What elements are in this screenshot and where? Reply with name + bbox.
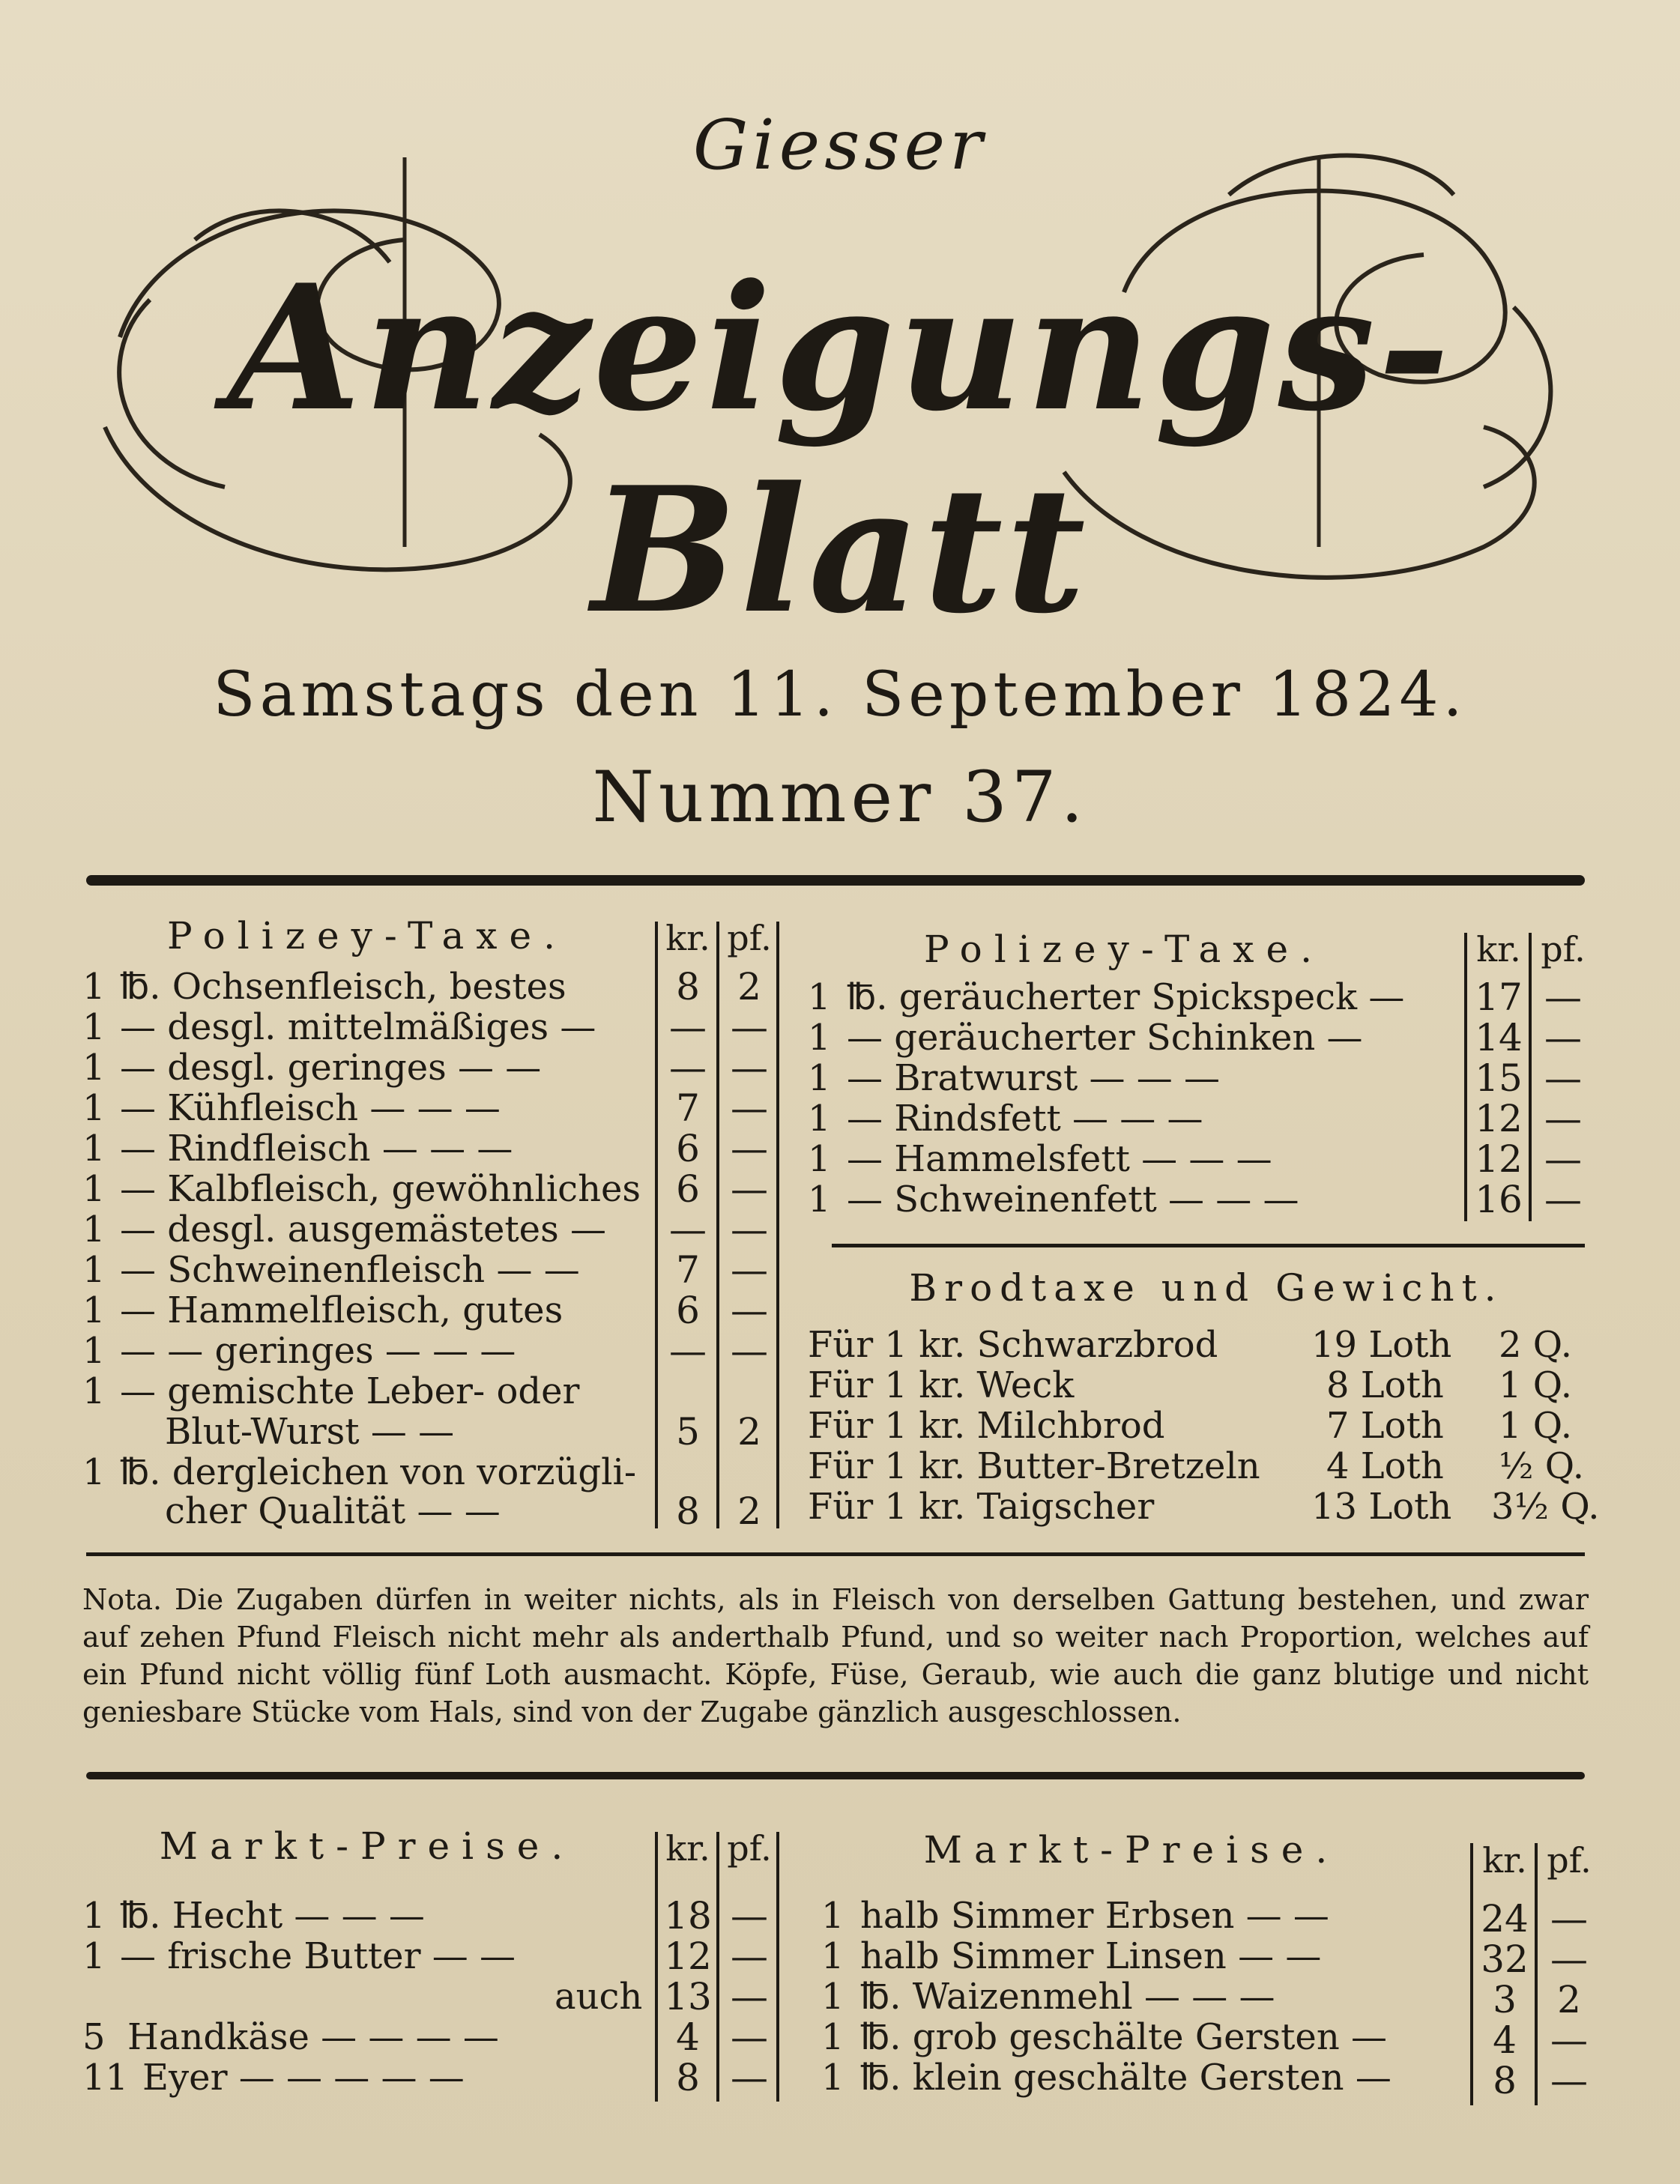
polizey-left-item: — desgl. geringes — — [120, 1047, 542, 1089]
polizey-right-item: ℔. geräucherter Spickspeck — [847, 976, 1405, 1018]
polizey-left-qty: 1 [82, 1330, 106, 1372]
polizey-left-qty: 1 [82, 1209, 106, 1250]
polizey-right-title: Polizey-Taxe. [924, 928, 1324, 971]
polizey-left-item: — Kühfleisch — — — [120, 1087, 501, 1129]
markt-left-pf: — [731, 1894, 768, 1938]
markt-right-kr: 3 [1493, 1978, 1517, 2021]
markt-left-pf-header: pf. [727, 1828, 772, 1869]
polizey-right-kr: 15 [1475, 1056, 1523, 1100]
polizey-left-pf: 2 [737, 965, 761, 1008]
polizey-left-pf: 2 [737, 1410, 761, 1454]
polizey-left-pf-header: pf. [727, 918, 772, 958]
polizey-left-kr: — [669, 1005, 707, 1049]
markt-left-qty: 11 [82, 2057, 129, 2099]
markt-left-kr: 8 [676, 2056, 700, 2099]
polizey-right-pf: — [1544, 1137, 1582, 1181]
polizey-left-qty: 1 [82, 1370, 106, 1412]
markt-left-item: auch [555, 1976, 643, 2018]
polizey-right-pf: — [1544, 1016, 1582, 1059]
markt-right-item: ℔. klein geschälte Gersten — [860, 2057, 1392, 2099]
polizey-right-kr: 12 [1475, 1097, 1523, 1140]
markt-right-kr: 32 [1481, 1938, 1529, 1981]
polizey-right-kr-header: kr. [1476, 929, 1521, 970]
markt-right-item: halb Simmer Linsen — — [860, 1935, 1322, 1977]
polizey-left-item: — gemischte Leber- oder [120, 1370, 580, 1412]
polizey-left-qty: 1 [82, 1168, 106, 1210]
polizey-left-kr: 6 [676, 1289, 700, 1332]
markt-left-qty: 1 [82, 1935, 106, 1977]
polizey-left-item: — Rindfleisch — — — [120, 1128, 513, 1170]
polizey-left-item: — Schweinenfleisch — — [120, 1249, 580, 1291]
polizey-right-pf: — [1544, 1178, 1582, 1221]
issue-date: Samstags den 11. September 1824. [213, 659, 1467, 730]
polizey-left-pf: 2 [737, 1489, 761, 1533]
polizey-left-kr: 5 [676, 1410, 700, 1454]
nota-paragraph: Nota. Die Zugaben dürfen in weiter nichts, als in Fleisch von derselben Gattung bestehen, und zwar auf zehen Pfund Fleisch nicht mehr als anderthalb Pfund, und so weiter nach Proportion, welches auf ein Pfund nicht völlig fünf Loth ausmacht. Köpfe, Füse, Geraub, wie auch die ganz blutige und nicht geniesbare Stücke vom Hals, sind von der Zugabe gänzlich ausgeschlossen. [82, 1583, 1589, 1728]
markt-right-kr: 8 [1493, 2059, 1517, 2102]
polizey-left-kr [658, 1452, 718, 1492]
polizey-left-pf [719, 1371, 779, 1412]
markt-right-qty: 1 [821, 1935, 844, 1977]
polizey-left-kr-header: kr. [665, 918, 710, 958]
polizey-left-item: — Kalbfleisch, gewöhnliches [120, 1168, 641, 1210]
polizey-left-item: — Hammelfleisch, gutes [120, 1289, 563, 1331]
polizey-left-item: Blut-Wurst — — [165, 1411, 455, 1453]
polizey-left-pf: — [731, 1046, 768, 1089]
markt-right-item: ℔. Waizenmehl — — — [860, 1976, 1275, 2018]
markt-left-kr: 18 [664, 1894, 712, 1938]
markt-right-qty: 1 [821, 2016, 844, 2058]
brodtaxe-loth: 13 Loth [1311, 1486, 1452, 1528]
markt-right-qty: 1 [821, 1976, 844, 2018]
polizey-left-kr: 6 [676, 1167, 700, 1211]
markt-right-qty: 1 [821, 1895, 844, 1937]
brodtaxe-item: Für 1 kr. Milchbrod [808, 1405, 1165, 1447]
markt-right-kr: 24 [1481, 1897, 1529, 1941]
polizey-left-qty: 1 [82, 1289, 106, 1331]
polizey-left-pf: — [731, 1208, 768, 1251]
markt-left-pf: — [731, 1935, 768, 1978]
brodtaxe-quentchen: 3½ Q. [1491, 1486, 1600, 1528]
polizey-right-qty: 1 [808, 1057, 831, 1099]
polizey-left-item: ℔. dergleichen von vorzügli- [120, 1451, 637, 1493]
polizey-left-kr: 8 [676, 1489, 700, 1533]
polizey-left-qty: 1 [82, 1047, 106, 1089]
markt-right-pf: — [1550, 1897, 1588, 1941]
markt-left-pf: — [731, 1975, 768, 2018]
polizey-right-pf-header: pf. [1541, 929, 1586, 970]
markt-right-qty: 1 [821, 2057, 844, 2099]
polizey-left-qty: 1 [82, 966, 106, 1008]
markt-left-kr-header: kr. [665, 1828, 710, 1869]
masthead-title: Anzeigungs-Blatt [227, 247, 1453, 652]
brodtaxe-top-rule [832, 1244, 1585, 1247]
polizey-right-item: — Bratwurst — — — [847, 1057, 1221, 1099]
brodtaxe-quentchen: 1 Q. [1499, 1405, 1573, 1447]
markt-right-item: halb Simmer Erbsen — — [860, 1895, 1329, 1937]
polizey-right-qty: 1 [808, 1138, 831, 1180]
polizey-right-item: — Hammelsfett — — — [847, 1138, 1272, 1180]
polizey-right-pf: — [1544, 975, 1582, 1019]
markt-left-item: Eyer — — — — — [142, 2057, 465, 2099]
brodtaxe-loth: 4 Loth [1326, 1445, 1444, 1487]
markt-right-kr: 4 [1493, 2018, 1517, 2062]
markt-right-item: ℔. grob geschälte Gersten — [860, 2016, 1388, 2058]
polizey-left-qty: 1 [82, 1451, 106, 1493]
brodtaxe-quentchen: 1 Q. [1499, 1364, 1573, 1406]
markt-right-pf: 2 [1557, 1978, 1581, 2021]
brodtaxe-title: Brodtaxe und Gewicht. [909, 1266, 1504, 1310]
polizey-right-pf: — [1544, 1097, 1582, 1140]
brodtaxe-item: Für 1 kr. Weck [808, 1364, 1075, 1406]
polizey-left-item: ℔. Ochsenfleisch, bestes [120, 966, 566, 1008]
markt-left-kr: 13 [664, 1975, 712, 2018]
markt-left-item: — frische Butter — — [120, 1935, 516, 1977]
markt-left-qty: 5 [82, 2016, 106, 2058]
polizey-right-qty: 1 [808, 1179, 831, 1220]
polizey-right-qty: 1 [808, 976, 831, 1018]
polizey-right-kr: 17 [1475, 975, 1523, 1019]
brodtaxe-item: Für 1 kr. Taigscher [808, 1486, 1155, 1528]
polizey-right-item: — geräucherter Schinken — [847, 1017, 1363, 1059]
polizey-left-title: Polizey-Taxe. [167, 914, 567, 958]
masthead-top-line: Giesser [692, 105, 988, 185]
polizey-right-item: — Schweinenfett — — — [847, 1179, 1299, 1220]
polizey-left-item: — desgl. mittelmäßiges — [120, 1006, 596, 1048]
polizey-left-pf: — [731, 1167, 768, 1211]
polizey-left-kr: 8 [676, 965, 700, 1008]
polizey-left-kr: 7 [676, 1248, 700, 1292]
polizey-right-kr: 14 [1475, 1016, 1523, 1059]
polizey-right-item: — Rindsfett — — — [847, 1098, 1203, 1140]
brodtaxe-loth: 19 Loth [1311, 1324, 1452, 1366]
markt-left-qty: 1 [82, 1895, 106, 1937]
polizey-right-kr: 16 [1475, 1178, 1523, 1221]
polizey-left-item: — desgl. ausgemästetes — [120, 1209, 606, 1250]
polizey-left-pf: — [731, 1248, 768, 1292]
markt-right-pf: — [1550, 1938, 1588, 1981]
brodtaxe-item: Für 1 kr. Butter-Bretzeln [808, 1445, 1260, 1487]
polizey-left-pf: — [731, 1086, 768, 1130]
brodtaxe-loth: 7 Loth [1326, 1405, 1444, 1447]
polizey-left-pf: — [731, 1289, 768, 1332]
polizey-right-pf: — [1544, 1056, 1582, 1100]
polizey-left-qty: 1 [82, 1249, 106, 1291]
markt-left-pf: — [731, 2015, 768, 2059]
polizey-left-pf: — [731, 1005, 768, 1049]
brodtaxe-item: Für 1 kr. Schwarzbrod [808, 1324, 1218, 1366]
markt-left-pf: — [731, 2056, 768, 2099]
polizey-left-kr: — [669, 1208, 707, 1251]
markt-top-rule [86, 1772, 1585, 1779]
polizey-left-kr: — [669, 1329, 707, 1373]
polizey-left-pf [719, 1452, 779, 1492]
polizey-left-kr: 6 [676, 1127, 700, 1170]
markt-right-pf: — [1550, 2018, 1588, 2062]
markt-left-title: Markt-Preise. [159, 1824, 575, 1868]
markt-right-pf-header: pf. [1547, 1840, 1592, 1881]
polizey-left-qty: 1 [82, 1006, 106, 1048]
polizey-left-pf: — [731, 1329, 768, 1373]
polizey-left-qty: 1 [82, 1087, 106, 1129]
markt-right-kr-header: kr. [1482, 1840, 1527, 1881]
top-rule [86, 875, 1585, 886]
polizey-left-kr: 7 [676, 1086, 700, 1130]
issue-number: Nummer 37. [592, 757, 1088, 838]
brodtaxe-loth: 8 Loth [1326, 1364, 1444, 1406]
markt-left-item: Handkäse — — — — [127, 2016, 499, 2058]
polizey-left-kr: — [669, 1046, 707, 1089]
brodtaxe-quentchen: 2 Q. [1499, 1324, 1573, 1366]
polizey-right-kr: 12 [1475, 1137, 1523, 1181]
markt-right-pf: — [1550, 2059, 1588, 2102]
polizey-left-qty: 1 [82, 1128, 106, 1170]
polizey-left-pf: — [731, 1127, 768, 1170]
brodtaxe-quentchen: ½ Q. [1499, 1445, 1584, 1487]
polizey-right-qty: 1 [808, 1017, 831, 1059]
markt-right-title: Markt-Preise. [923, 1828, 1340, 1872]
polizey-right-qty: 1 [808, 1098, 831, 1140]
polizey-left-item: — — geringes — — — [120, 1330, 516, 1372]
markt-left-kr: 12 [664, 1935, 712, 1978]
markt-left-kr: 4 [676, 2015, 700, 2059]
polizey-left-kr [658, 1371, 718, 1412]
markt-left-item: ℔. Hecht — — — [120, 1895, 425, 1937]
nota-top-rule [86, 1552, 1585, 1556]
polizey-left-item: cher Qualität — — [165, 1490, 501, 1532]
